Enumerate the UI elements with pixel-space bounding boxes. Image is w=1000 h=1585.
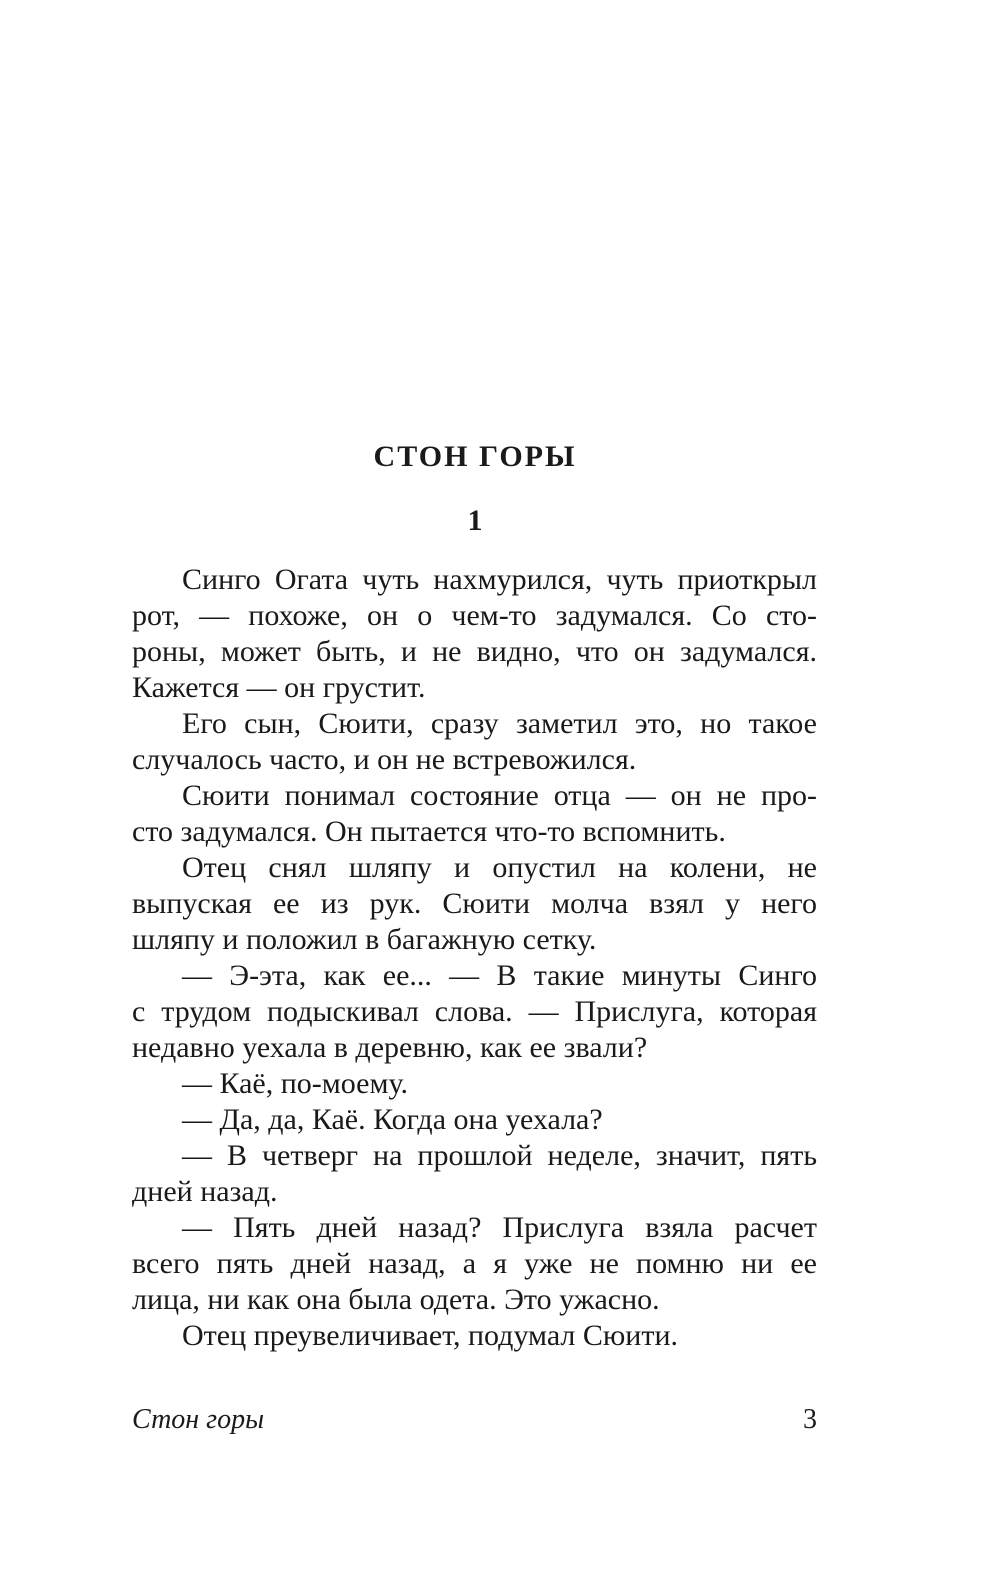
page-title: СТОН ГОРЫ — [373, 440, 577, 473]
paragraph-line: дней назад. — [132, 1175, 278, 1208]
page-number: 3 — [803, 1404, 817, 1435]
paragraph-line: Отец снял шляпу и опустил на колени, не — [182, 851, 817, 884]
paragraph-line: Сюити понимал состояние отца — он не про- — [182, 779, 817, 812]
paragraph-line: недавно уехала в деревню, как ее звали? — [132, 1031, 648, 1064]
paragraph-line: шляпу и положил в багажную сетку. — [132, 923, 597, 956]
chapter-number: 1 — [467, 504, 483, 537]
paragraph-line: — Э-эта, как ее... — В такие минуты Синго — [182, 959, 817, 992]
paragraph-line: выпуская ее из рук. Сюити молча взял у него — [132, 887, 817, 920]
paragraph-line: — В четверг на прошлой неделе, значит, пять — [182, 1139, 817, 1172]
paragraph-line: сто задумался. Он пытается что-то вспомнить. — [132, 815, 726, 848]
paragraph-line: Кажется — он грустит. — [132, 671, 426, 704]
running-title: Стон горы — [132, 1404, 265, 1435]
paragraph-line: — Каё, по-моему. — [182, 1067, 408, 1100]
paragraph-line: — Пять дней назад? Прислуга взяла расчет — [182, 1211, 817, 1244]
paragraph-line: всего пять дней назад, а я уже не помню ни ее — [132, 1247, 817, 1280]
paragraph-line: с трудом подыскивал слова. — Прислуга, которая — [132, 995, 817, 1028]
paragraph-line: случалось часто, и он не встревожился. — [132, 743, 637, 776]
body-text — [132, 562, 817, 1354]
paragraph-line: роны, может быть, и не видно, что он задумался. — [132, 635, 817, 668]
paragraph-line: Синго Огата чуть нахмурился, чуть приоткрыл — [182, 563, 817, 596]
paragraph-line: рот, — похоже, он о чем-то задумался. Со сто- — [132, 599, 817, 632]
paragraph-line: Его сын, Сюити, сразу заметил это, но такое — [182, 707, 817, 740]
paragraph-line: — Да, да, Каё. Когда она уехала? — [182, 1103, 603, 1136]
paragraph-line: лица, ни как она была одета. Это ужасно. — [132, 1283, 660, 1316]
paragraph-line: Отец преувеличивает, подумал Сюити. — [182, 1319, 679, 1352]
